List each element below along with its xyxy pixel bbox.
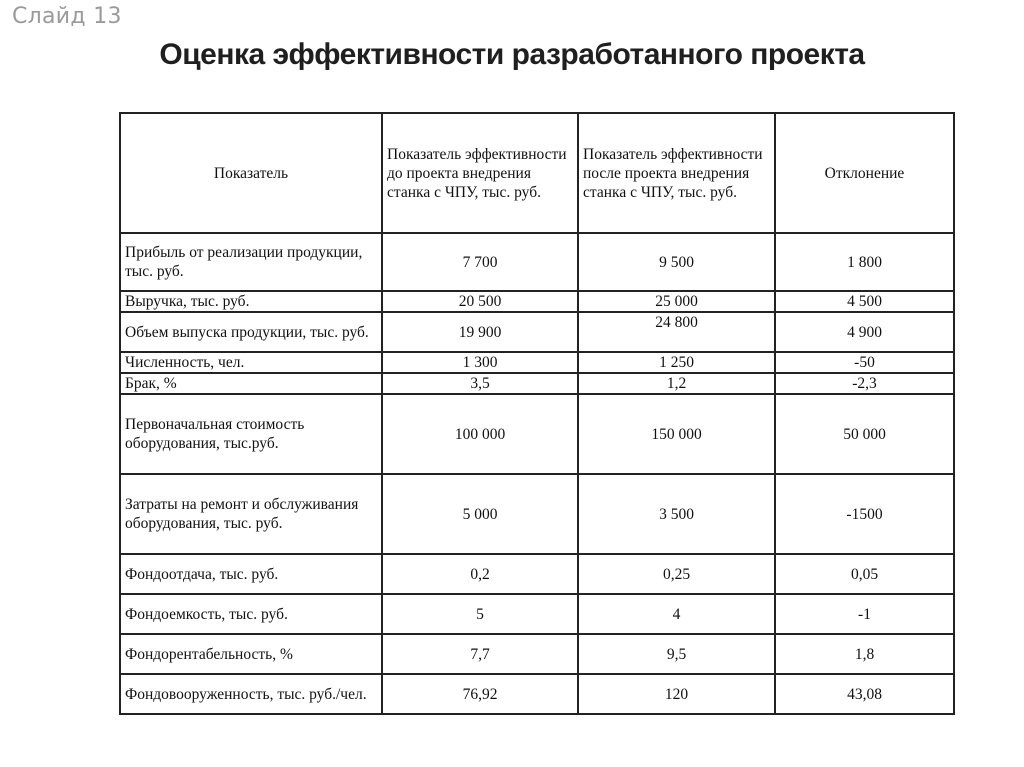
row-deviation-value: 43,08 bbox=[775, 674, 954, 714]
row-deviation-value: 1 800 bbox=[775, 233, 954, 291]
row-after-value: 4 bbox=[578, 594, 775, 634]
row-deviation-value: 0,05 bbox=[775, 554, 954, 594]
row-name: Затраты на ремонт и обслуживания оборудования, тыс. руб. bbox=[120, 474, 382, 554]
row-before-value: 5 bbox=[382, 594, 578, 634]
row-deviation-value: 4 500 bbox=[775, 291, 954, 312]
row-before-value: 100 000 bbox=[382, 394, 578, 474]
table-row bbox=[120, 291, 954, 312]
row-after-value: 9,5 bbox=[578, 634, 775, 674]
header-deviation: Отклонение bbox=[775, 113, 954, 233]
row-after-value: 3 500 bbox=[578, 474, 775, 554]
header-after: Показатель эффективности после проекта внедрения станка с ЧПУ, тыс. руб. bbox=[578, 113, 775, 233]
row-deviation-value: 1,8 bbox=[775, 634, 954, 674]
row-name: Первоначальная стоимость оборудования, тыс.руб. bbox=[120, 394, 382, 474]
row-before-value: 7,7 bbox=[382, 634, 578, 674]
table-header-row bbox=[120, 113, 954, 233]
table-row bbox=[120, 233, 954, 291]
row-name: Брак, % bbox=[120, 373, 382, 394]
table-row bbox=[120, 373, 954, 394]
row-deviation-value: -1500 bbox=[775, 474, 954, 554]
row-name: Фондоемкость, тыс. руб. bbox=[120, 594, 382, 634]
row-before-value: 76,92 bbox=[382, 674, 578, 714]
row-deviation-value: -2,3 bbox=[775, 373, 954, 394]
row-after-value: 1,2 bbox=[578, 373, 775, 394]
row-before-value: 7 700 bbox=[382, 233, 578, 291]
row-deviation-value: -1 bbox=[775, 594, 954, 634]
row-before-value: 19 900 bbox=[382, 312, 578, 352]
row-name: Фондовооруженность, тыс. руб./чел. bbox=[120, 674, 382, 714]
row-deviation-value: 50 000 bbox=[775, 394, 954, 474]
table-row bbox=[120, 474, 954, 554]
row-before-value: 20 500 bbox=[382, 291, 578, 312]
row-before-value: 5 000 bbox=[382, 474, 578, 554]
row-name: Прибыль от реализации продукции, тыс. руб. bbox=[120, 233, 382, 291]
table-row bbox=[120, 634, 954, 674]
table-row bbox=[120, 594, 954, 634]
row-after-value: 25 000 bbox=[578, 291, 775, 312]
row-after-value: 24 800 bbox=[578, 312, 775, 352]
table-row bbox=[120, 674, 954, 714]
table-row bbox=[120, 554, 954, 594]
efficiency-table bbox=[119, 112, 955, 715]
slide-title: Оценка эффективности разработанного проекта bbox=[159, 38, 865, 71]
header-before: Показатель эффективности до проекта внедрения станка с ЧПУ, тыс. руб. bbox=[382, 113, 578, 233]
table-row bbox=[120, 394, 954, 474]
row-deviation-value: -50 bbox=[775, 352, 954, 373]
row-after-value: 1 250 bbox=[578, 352, 775, 373]
row-after-value: 9 500 bbox=[578, 233, 775, 291]
slide-number-label: Слайд 13 bbox=[12, 4, 122, 29]
row-before-value: 3,5 bbox=[382, 373, 578, 394]
row-name: Объем выпуска продукции, тыс. руб. bbox=[120, 312, 382, 352]
row-name: Численность, чел. bbox=[120, 352, 382, 373]
row-before-value: 0,2 bbox=[382, 554, 578, 594]
efficiency-table-container bbox=[119, 112, 953, 715]
row-name: Выручка, тыс. руб. bbox=[120, 291, 382, 312]
header-indicator: Показатель bbox=[120, 113, 382, 233]
table-row bbox=[120, 312, 954, 352]
row-before-value: 1 300 bbox=[382, 352, 578, 373]
row-name: Фондоотдача, тыс. руб. bbox=[120, 554, 382, 594]
row-after-value: 120 bbox=[578, 674, 775, 714]
row-after-value: 150 000 bbox=[578, 394, 775, 474]
row-deviation-value: 4 900 bbox=[775, 312, 954, 352]
table-row bbox=[120, 352, 954, 373]
row-name: Фондорентабельность, % bbox=[120, 634, 382, 674]
row-after-value: 0,25 bbox=[578, 554, 775, 594]
